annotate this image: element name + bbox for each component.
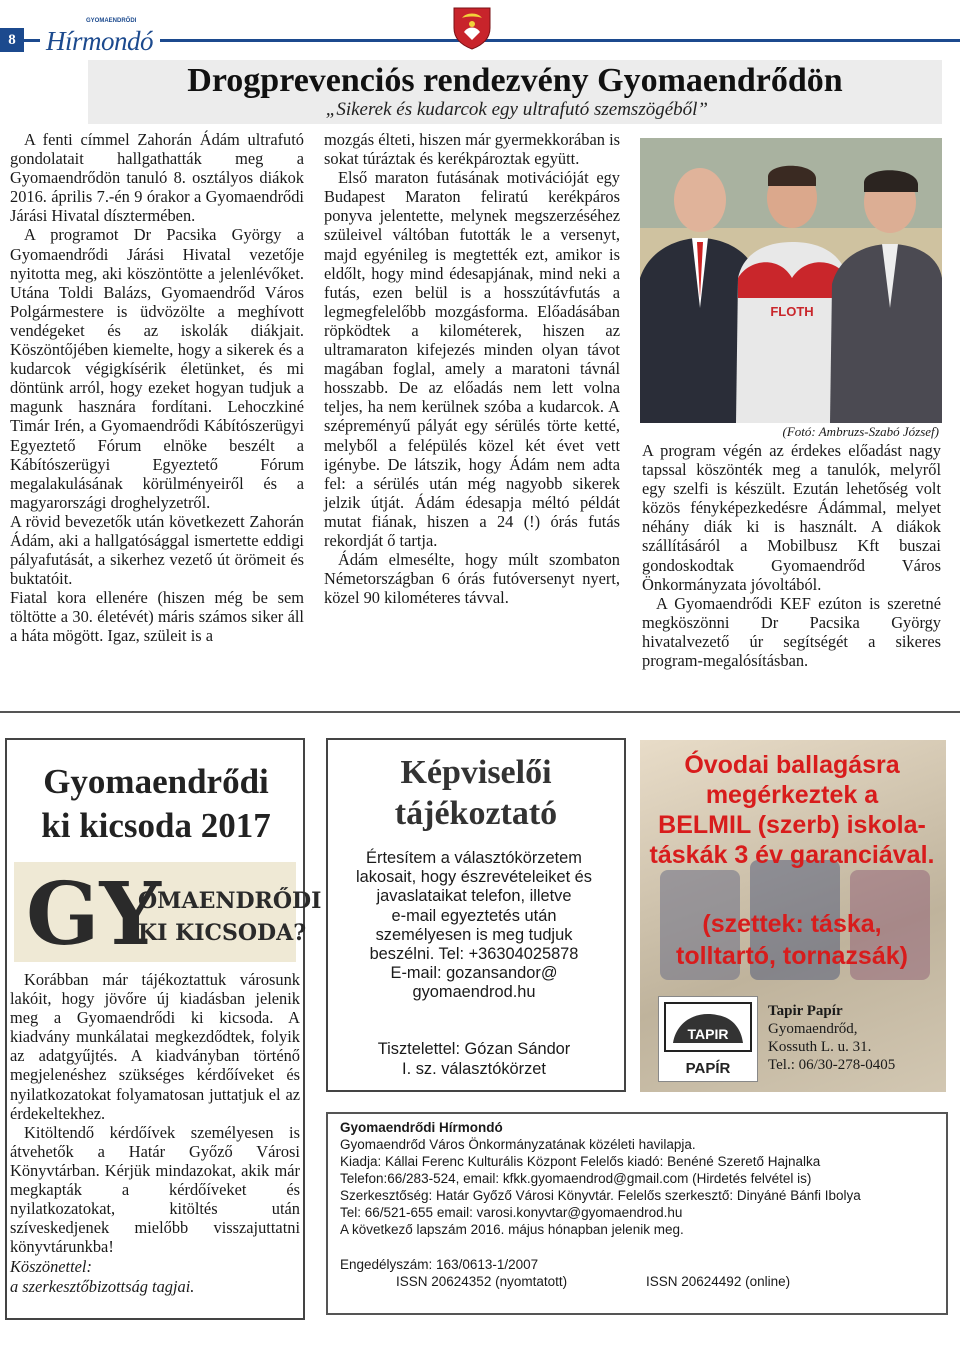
crest-icon (450, 4, 494, 50)
article-column-2 (324, 130, 620, 607)
logo-papir-text: PAPÍR (685, 1060, 731, 1077)
imprint-title: Gyomaendrődi Hírmondó (340, 1120, 503, 1135)
ad-line: táskák 3 év garanciával. (649, 841, 935, 869)
shop-tel: Tel.: 06/30-278-0405 (768, 1057, 896, 1073)
masthead-logo (40, 18, 160, 58)
paragraph: Fiatal kora ellenére (hiszen még be sem töltötte a 30. életévét) máris számos siker áll a háta mögött. Igaz, szüleit is a (10, 588, 304, 646)
ad-line: BELMIL (szerb) iskola- (658, 811, 926, 839)
kicsoda-book-cover (14, 862, 322, 965)
page-number: 8 (0, 28, 24, 52)
paragraph: A fenti címmel Zahorán Ádám ultrafutó gondolatait hallgathatták meg a Gyomaendrődön tanuló 8. osztályos diákok 2016. április 7.-én 9 órakor a Gyomaendrődi Járási Hivatal dísztermében. (10, 130, 304, 226)
text-line: e-mail egyeztetés után (391, 906, 557, 925)
text-line: beszélni. Tel: +36304025878 (369, 945, 579, 964)
kicsoda-text (10, 970, 300, 1296)
shop-address: Kossuth L. u. 31. (768, 1039, 872, 1055)
shop-name: Tapir Papír (768, 1003, 843, 1019)
article-subtitle: „Sikerek és kudarcok egy ultrafutó szemszögéből” (325, 99, 708, 120)
article-column-3 (642, 441, 941, 670)
kepviseloi-title (328, 752, 624, 834)
signature-line1: Tisztelettel: Gózan Sándor (377, 1040, 571, 1058)
kepviseloi-title-line2: tájékoztató (394, 795, 558, 832)
logo-small-text: GYOMAENDRŐDI (86, 18, 137, 24)
text-line: Értesítem a választókörzetem (366, 849, 582, 867)
kepviseloi-signature (334, 1040, 614, 1079)
kepviseloi-title-line1: Képviselői (400, 754, 552, 791)
text-line: személyesen is meg tudjuk (375, 925, 573, 944)
paragraph: A rövid bevezetők után következett Zahorán Ádám, aki a hallgatósággal ismertette eddigi pályafutását, a sikerhez vezető út örömeit és buktatóit. (10, 511, 304, 589)
imprint-line: Kiadja: Kállai Ferenc Kulturális Központ Felelős kiadó: Benéné Szerető Hajnalka (340, 1154, 821, 1169)
cover-line2: KI KICSODA? (138, 920, 307, 946)
article-title: Drogprevenciós rendezvény Gyomaendrődön (187, 62, 843, 99)
shop-city: Gyomaendrőd, (768, 1021, 858, 1037)
article-photo (640, 138, 942, 423)
issn-online: ISSN 20624492 (online) (646, 1274, 791, 1289)
kicsoda-title (14, 760, 298, 848)
logo-title: Hírmondó (46, 26, 154, 56)
article-column-1 (10, 130, 304, 646)
ad-line: (szettek: táska, (702, 910, 882, 938)
shop-info (768, 1002, 944, 1074)
ad-line: Óvodai ballagásra (684, 751, 900, 779)
imprint-text (340, 1119, 940, 1290)
paragraph: Korábban már tájékoztattuk városunk lakóit, hogy jövőre új kiadásban jelenik meg a Gyomaendrődi ki kicsoda. A kiadvány munkálatai megkezdődtek, folyik az adatgyűjtés. A kiadványban történő megjelenéshez szükséges kérdőíveket és nyilatkozatokat folyamatosan juttatjuk el az érdekeltekhez. (10, 970, 300, 1123)
issn-print: ISSN 20624352 (nyomtatott) (396, 1274, 568, 1289)
imprint-line: A következő lapszám 2016. május hónapban jelenik meg. (340, 1222, 684, 1237)
tapir-logo (658, 996, 758, 1082)
text-line: lakosait, hogy észrevételeiket és (356, 868, 592, 887)
logo-tapir-text: TAPIR (687, 1026, 729, 1042)
imprint-line: Tel: 66/521-655 email: varosi.konyvtar@gyomaendrod.hu (340, 1205, 683, 1220)
kicsoda-title-line1: Gyomaendrődi (43, 762, 269, 801)
paragraph: mozgás élteti, hiszen már gyermekkorában is sokat túráztak és kerékpároztak együtt. (324, 130, 620, 169)
kicsoda-title-line2: ki kicsoda 2017 (41, 806, 271, 845)
ad-line: tolltartó, tornazsák) (676, 942, 908, 970)
paragraph: A programot Dr Pacsika György a Gyomaendrődi Járási Hivatal vezetője nyitotta meg, aki köszöntötte a jelenlévőket. Utána Toldi Balázs, Gyomaendrőd Város Polgármestere is üdvözölte a meghívott vendégeket és az iskolák diákjait. Köszöntőjében kiemelte, hogy a sikerek és a kudarcok végigkísérik életünket, és mi döntünk arról, hogy ezeket hogyan tudjuk a magunk hasznára fordítani. Lehoczkiné Timár Irén, a Gyomaendrődi Kábítószerügyi Egyeztető Fórum elnöke beszélt a Kábítószerügyi Egyeztető Fórum megalakulásának körülményeiről és a magyarországi droghelyzetről. (10, 225, 304, 512)
imprint-license: Engedélyszám: 163/0613-1/2007 (340, 1257, 539, 1272)
text-line: E-mail: gozansandor@ (390, 964, 558, 983)
signature-line2: I. sz. választókörzet (402, 1059, 546, 1078)
ad-line: megérkeztek a (705, 781, 879, 809)
thanks-line1: Köszönettel: (10, 1257, 92, 1277)
thanks-line2: a szerkesztőbizottság tagjai. (10, 1276, 195, 1296)
shirt-text: FLOTH (770, 304, 814, 319)
paragraph: Kitöltendő kérdőívek személyesen is átvehetők a Határ Győző Városi Könyvtárban. Kérjük mindazokat, akik már megkapták a kérdőíveket és nyilatkozatokat, kitöltés után szíveskedjenek mielőbb visszajuttatni könyvtárunkba! (10, 1122, 300, 1257)
ad-subline (640, 908, 944, 972)
imprint-line: Szerkesztőség: Határ Győző Városi Könyvtár. Felelős szerkesztő: Dinyáné Bánfi Ibolya (340, 1188, 861, 1203)
section-divider (0, 711, 960, 713)
paragraph: A program végén az érdekes előadást nagy tapssal köszönték meg a tanulók, melyről egy szelfi is készült. Ezután lehetőség volt közös fényképezkedésre Ádámmal, melyet néhány diák ki is használt. A diákok szállításáról a Mobilbusz Kft buszai gondoskodtak Gyomaendrőd Város Önkormányzata jóvoltából. (642, 441, 941, 594)
paragraph: A Gyomaendrődi KEF ezúton is szeretné megköszönni Dr Pacsika György hivatalvezető úr segítségét a sikeres program-megalósításban. (642, 593, 941, 671)
imprint-line: Gyomaendrőd Város Önkormányzatának közéleti havilapja. (340, 1137, 696, 1152)
text-line: javaslataikat telefon, illetve (376, 887, 572, 906)
photo-credit: (Fotó: Ambruzs-Szabó József) (782, 424, 939, 439)
text-line: gyomaendrod.hu (412, 983, 536, 1002)
paragraph: Ádám elmesélte, hogy múlt szombaton Németországban 6 órás futóversenyt nyert, közel 90 kilométeres távval. (324, 550, 620, 608)
ad-headline (640, 750, 944, 870)
imprint-line: Telefon:66/283-524, email: kfkk.gyomaendrod@gmail.com (Hirdetés felvétel is) (340, 1171, 812, 1186)
cover-big-letters: GY (26, 864, 161, 965)
cover-line1: OMAENDRŐDI (138, 888, 322, 914)
paragraph: Első maraton futásának motivációját egy Budapest Maraton feliratú kerékpáros ponyva jelentette, melynek megszerzéséhez szüleivel váltóban futották le a versenyt, majd egyénileg is megtették ezt, amikor is eldőlt, hogy mind édesapjának, mind neki a futás, ezen belül is a hosszútávfutás a legmegfelelőbb mozgásforma. Előadásában röpködtek a kilométerek, hiszen az ultramaraton kifejezés minden olyan távot magában foglal, amely a maratoni távnál hosszabb. De az előadás nem lett volna teljes, ha nem kerülnek szóba a kudarcok. A szépreményű pályát egy sérülés törte ketté, melyből a felépülés közel két évet vett igénybe. De látszik, hogy Ádám nem adta fel: a sérülés után még nagyobb sikerek jelzik útját. Ádám édesapja méltó példát mutat fiának, hiszen a 24 (!) órás futás rekordját ő tartja. (324, 168, 620, 550)
kepviseloi-text (334, 849, 614, 1003)
